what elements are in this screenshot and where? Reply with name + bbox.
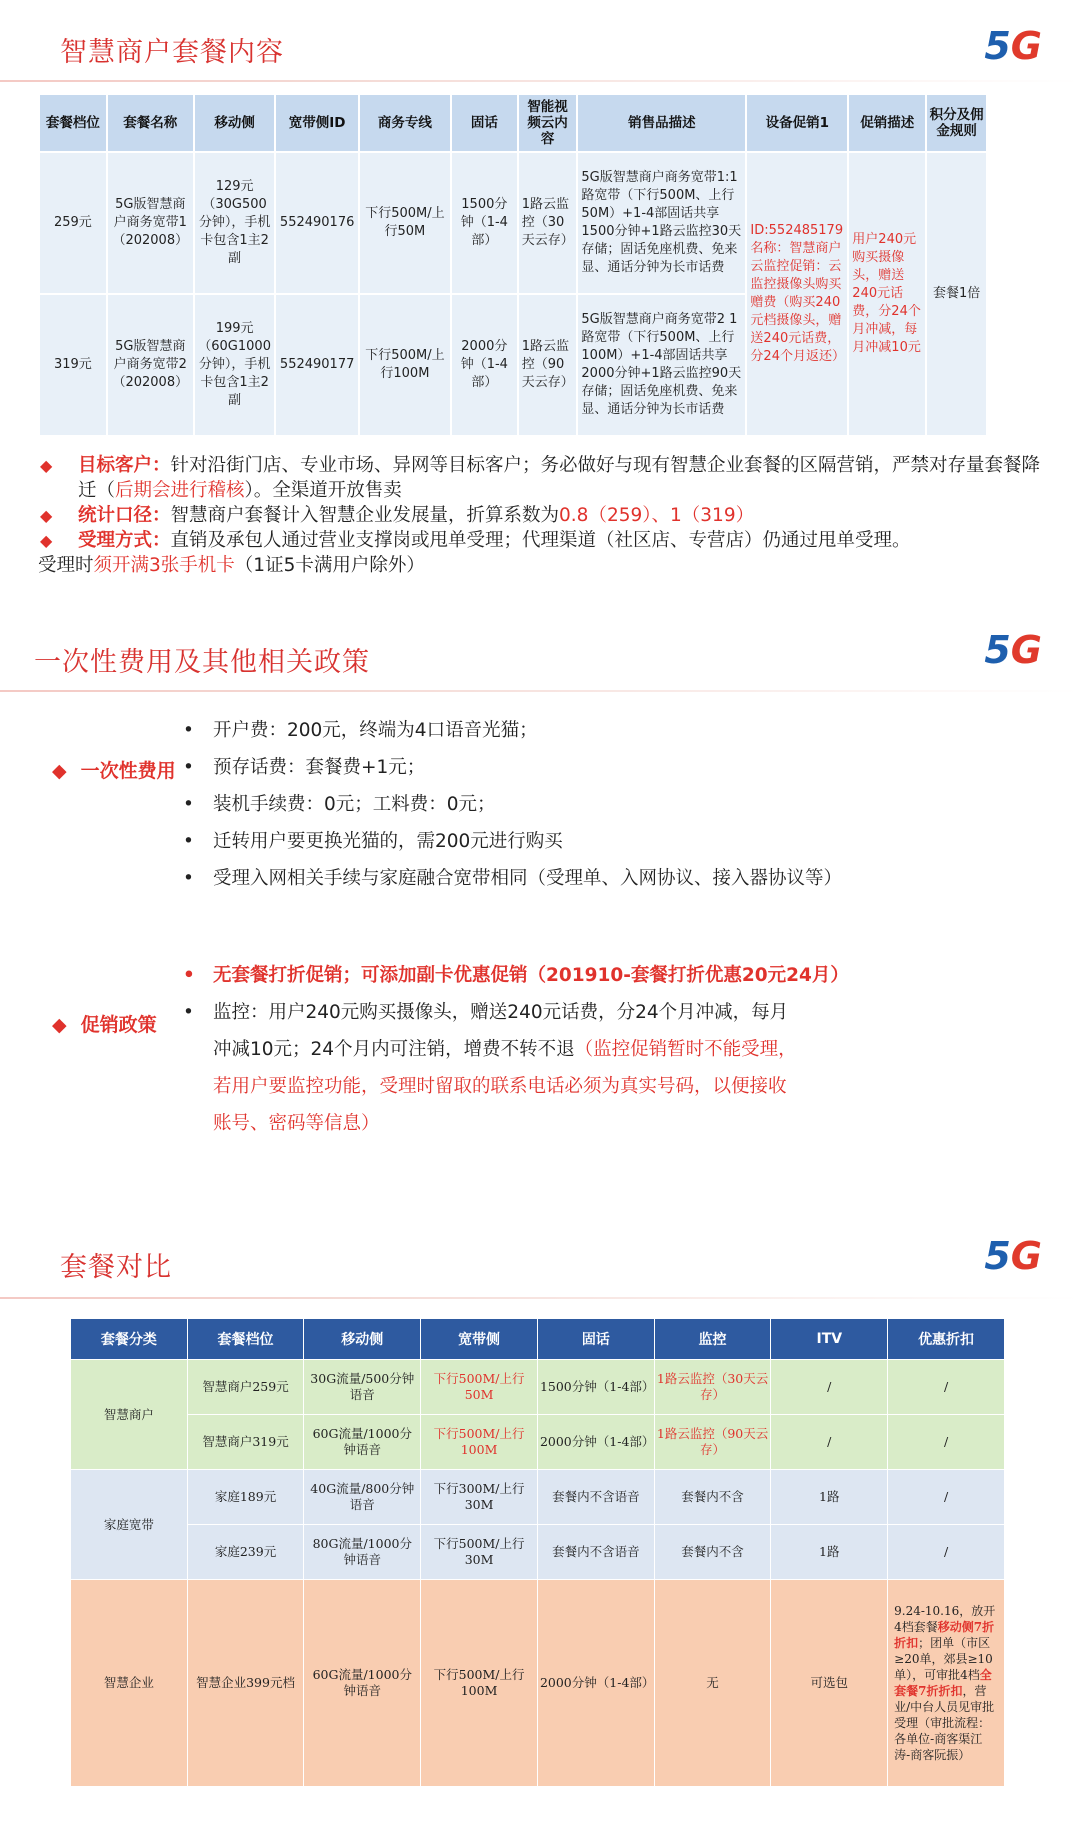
header-cell: 套餐分类 — [71, 1319, 187, 1359]
broadband-cell: 下行500M/上行30M — [421, 1525, 537, 1579]
bullet-dot-icon: • — [183, 720, 194, 741]
list-item: • 预存话费：套餐费+1元； — [213, 749, 842, 786]
header-cell: 宽带侧 — [421, 1319, 537, 1359]
header-cell: 商务专线 — [360, 95, 450, 151]
note-item-continued: 受理时须开满3张手机卡（1证5卡满用户除外） — [38, 555, 425, 576]
diamond-bullet-icon: ◆ — [40, 456, 53, 475]
bullet-dot-icon: • — [183, 831, 194, 852]
header-cell: 设备促销1 — [747, 95, 847, 151]
mobile-cell: 129元（30G500分钟），手机卡包含1主2副 — [195, 153, 275, 293]
header-cell: ITV — [771, 1319, 887, 1359]
itv-cell: / — [771, 1415, 887, 1469]
header-cell: 优惠折扣 — [888, 1319, 1004, 1359]
tier-cell: 家庭239元 — [188, 1525, 304, 1579]
monitor-cell: 套餐内不含 — [655, 1525, 771, 1579]
itv-cell: 1路 — [771, 1525, 887, 1579]
header-cell: 智能视频云内容 — [519, 95, 577, 151]
list-item: • 监控：用户240元购买摄像头，赠送240元话费，分24个月冲减，每月 冲减10元；24个月内可注销，增费不转不退（监控促销暂时不能受理， 若用户要监控功能，受理时留取的联系电话必须为真实号码，以便接收 账号、密码等信息） — [213, 994, 849, 1142]
phone-cell: 1500分钟（1-4部） — [452, 153, 517, 293]
broadband-cell: 下行500M/上行50M — [421, 1360, 537, 1414]
itv-cell: 可选包 — [771, 1580, 887, 1786]
header-cell: 宽带侧ID — [276, 95, 357, 151]
itv-cell: 1路 — [771, 1470, 887, 1524]
promo-policy-label: ◆ 促销政策 — [52, 1014, 157, 1036]
5g-logo-icon: 5G — [984, 628, 1042, 672]
one-time-fee-label: ◆ 一次性费用 — [52, 760, 176, 782]
header-cell: 固话 — [538, 1319, 654, 1359]
5g-logo-icon: 5G — [984, 1234, 1042, 1278]
bullet-dot-icon: • — [183, 965, 195, 986]
tier-cell: 家庭189元 — [188, 1470, 304, 1524]
header-cell: 套餐档位 — [188, 1319, 304, 1359]
promo-policy-list — [183, 957, 849, 1142]
table-row — [40, 153, 986, 293]
diamond-bullet-icon: ◆ — [52, 1014, 67, 1036]
phone-cell: 1500分钟（1-4部） — [538, 1360, 654, 1414]
bullet-dot-icon: • — [183, 757, 194, 778]
desc-cell: 5G版智慧商户商务宽带2 1路宽带（下行500M、上行100M）+1-4部固话共享2000分钟+1路云监控90天存储；固话免座机费、免来显、通话分钟为长市话费 — [578, 295, 745, 435]
section3-divider — [0, 1297, 1080, 1299]
one-time-fee-list — [183, 712, 843, 897]
discount-detail-cell: 9.24-10.16，放开4档套餐移动侧7折折扣；团单（市区≥20单，郊县≥10单），可审批4档全套餐7折折扣，营业/中台人员见审批受理（审批流程：各单位-商客渠江涛-商客阮振） — [888, 1580, 1004, 1786]
list-item: • 无套餐打折促销；可添加副卡优惠促销（201910-套餐打折优惠20元24月） — [213, 957, 849, 994]
list-item: • 受理入网相关手续与家庭融合宽带相同（受理单、入网协议、接入器协议等） — [213, 860, 842, 897]
diamond-bullet-icon: ◆ — [40, 531, 53, 550]
category-cell: 智慧企业 — [71, 1580, 187, 1786]
monitor-cell: 1路云监控（90天云存） — [655, 1415, 771, 1469]
phone-cell: 套餐内不含语音 — [538, 1470, 654, 1524]
header-cell: 套餐档位 — [40, 95, 106, 151]
table-row — [71, 1415, 1004, 1469]
monitor-cell: 套餐内不含 — [655, 1470, 771, 1524]
discount-cell: / — [888, 1360, 1004, 1414]
category-cell: 智慧商户 — [71, 1360, 187, 1469]
header-cell: 积分及佣金规则 — [927, 95, 986, 151]
5g-logo-icon: 5G — [984, 24, 1042, 68]
header-cell: 移动侧 — [304, 1319, 420, 1359]
tier-cell: 259元 — [40, 153, 106, 293]
phone-cell: 2000分钟（1-4部） — [538, 1580, 654, 1786]
merchant-package-table — [38, 93, 988, 437]
video-cell: 1路云监控（90天云存） — [519, 295, 577, 435]
section1-notes — [38, 453, 1048, 578]
table-row — [71, 1580, 1004, 1786]
list-item: • 装机手续费：0元；工料费：0元； — [213, 786, 842, 823]
list-item: • 迁转用户要更换光猫的，需200元进行购买 — [213, 823, 842, 860]
tier-cell: 智慧商户259元 — [188, 1360, 304, 1414]
mobile-cell: 199元（60G1000分钟），手机卡包含1主2副 — [195, 295, 275, 435]
bullet-dot-icon: • — [183, 794, 194, 815]
header-cell: 销售品描述 — [578, 95, 745, 151]
monitor-cell: 无 — [655, 1580, 771, 1786]
desc-cell: 5G版智慧商户商务宽带1:1路宽带（下行500M、上行50M）+1-4部固话共享1500分钟+1路云监控30天存储；固话免座机费、免来显、通话分钟为长市话费 — [578, 153, 745, 293]
mobile-cell: 80G流量/1000分钟语音 — [304, 1525, 420, 1579]
broadband-cell: 下行300M/上行30M — [421, 1470, 537, 1524]
discount-cell: / — [888, 1470, 1004, 1524]
discount-cell: / — [888, 1415, 1004, 1469]
phone-cell: 2000分钟（1-4部） — [452, 295, 517, 435]
table-row — [71, 1470, 1004, 1524]
bullet-dot-icon: • — [183, 1002, 194, 1023]
itv-cell: / — [771, 1360, 887, 1414]
discount-cell: / — [888, 1525, 1004, 1579]
mobile-cell: 60G流量/1000分钟语音 — [304, 1580, 420, 1786]
monitor-cell: 1路云监控（30天云存） — [655, 1360, 771, 1414]
mobile-cell: 40G流量/800分钟语音 — [304, 1470, 420, 1524]
mobile-cell: 30G流量/500分钟语音 — [304, 1360, 420, 1414]
note-item: ◆ 目标客户：针对沿街门店、专业市场、异网等目标客户；务必做好与现有智慧企业套餐的区隔营销，严禁对存量套餐降迁（后期会进行稽核）。全渠道开放售卖 — [40, 455, 1041, 501]
section3-title: 套餐对比 — [60, 1252, 172, 1283]
tier-cell: 319元 — [40, 295, 106, 435]
header-cell: 套餐名称 — [108, 95, 193, 151]
section1-title: 智慧商户套餐内容 — [60, 37, 284, 68]
table-row — [71, 1525, 1004, 1579]
table-header-row — [40, 95, 986, 151]
line-cell: 下行500M/上行100M — [360, 295, 450, 435]
section2-divider — [0, 690, 1080, 692]
name-cell: 5G版智慧商户商务宽带2（202008） — [108, 295, 193, 435]
diamond-bullet-icon: ◆ — [40, 506, 53, 525]
phone-cell: 2000分钟（1-4部） — [538, 1415, 654, 1469]
bullet-dot-icon: • — [183, 868, 194, 889]
header-cell: 固话 — [452, 95, 517, 151]
section1-divider — [0, 80, 1080, 82]
line-cell: 下行500M/上行50M — [360, 153, 450, 293]
package-comparison-table — [70, 1318, 1005, 1787]
broadband-id-cell: 552490177 — [276, 295, 357, 435]
video-cell: 1路云监控（30天云存） — [519, 153, 577, 293]
note-item: ◆ 统计口径：智慧商户套餐计入智慧企业发展量，折算系数为0.8（259）、1（319） — [40, 505, 755, 526]
name-cell: 5G版智慧商户商务宽带1（202008） — [108, 153, 193, 293]
mobile-cell: 60G流量/1000分钟语音 — [304, 1415, 420, 1469]
broadband-id-cell: 552490176 — [276, 153, 357, 293]
list-item: • 开户费：200元，终端为4口语音光猫； — [213, 712, 842, 749]
broadband-cell: 下行500M/上行100M — [421, 1580, 537, 1786]
promo-desc-cell: 用户240元购买摄像头，赠送240元话费，分24个月冲减，每月冲减10元 — [849, 153, 925, 435]
tier-cell: 智慧商户319元 — [188, 1415, 304, 1469]
device-promo-cell: ID:552485179名称：智慧商户云监控促销：云监控摄像头购买赠费（购买240元档摄像头，赠送240元话费，分24个月返还） — [747, 153, 847, 435]
broadband-cell: 下行500M/上行100M — [421, 1415, 537, 1469]
diamond-bullet-icon: ◆ — [52, 760, 67, 782]
table-header-row — [71, 1319, 1004, 1359]
header-cell: 促销描述 — [849, 95, 925, 151]
category-cell: 家庭宽带 — [71, 1470, 187, 1579]
section2-title: 一次性费用及其他相关政策 — [34, 647, 370, 678]
note-item: ◆ 受理方式：直销及承包人通过营业支撑岗或甩单受理；代理渠道（社区店、专营店）仍通过甩单受理。 — [40, 530, 911, 551]
points-cell: 套餐1倍 — [927, 153, 986, 435]
header-cell: 移动侧 — [195, 95, 275, 151]
table-row — [71, 1360, 1004, 1414]
tier-cell: 智慧企业399元档 — [188, 1580, 304, 1786]
header-cell: 监控 — [655, 1319, 771, 1359]
phone-cell: 套餐内不含语音 — [538, 1525, 654, 1579]
